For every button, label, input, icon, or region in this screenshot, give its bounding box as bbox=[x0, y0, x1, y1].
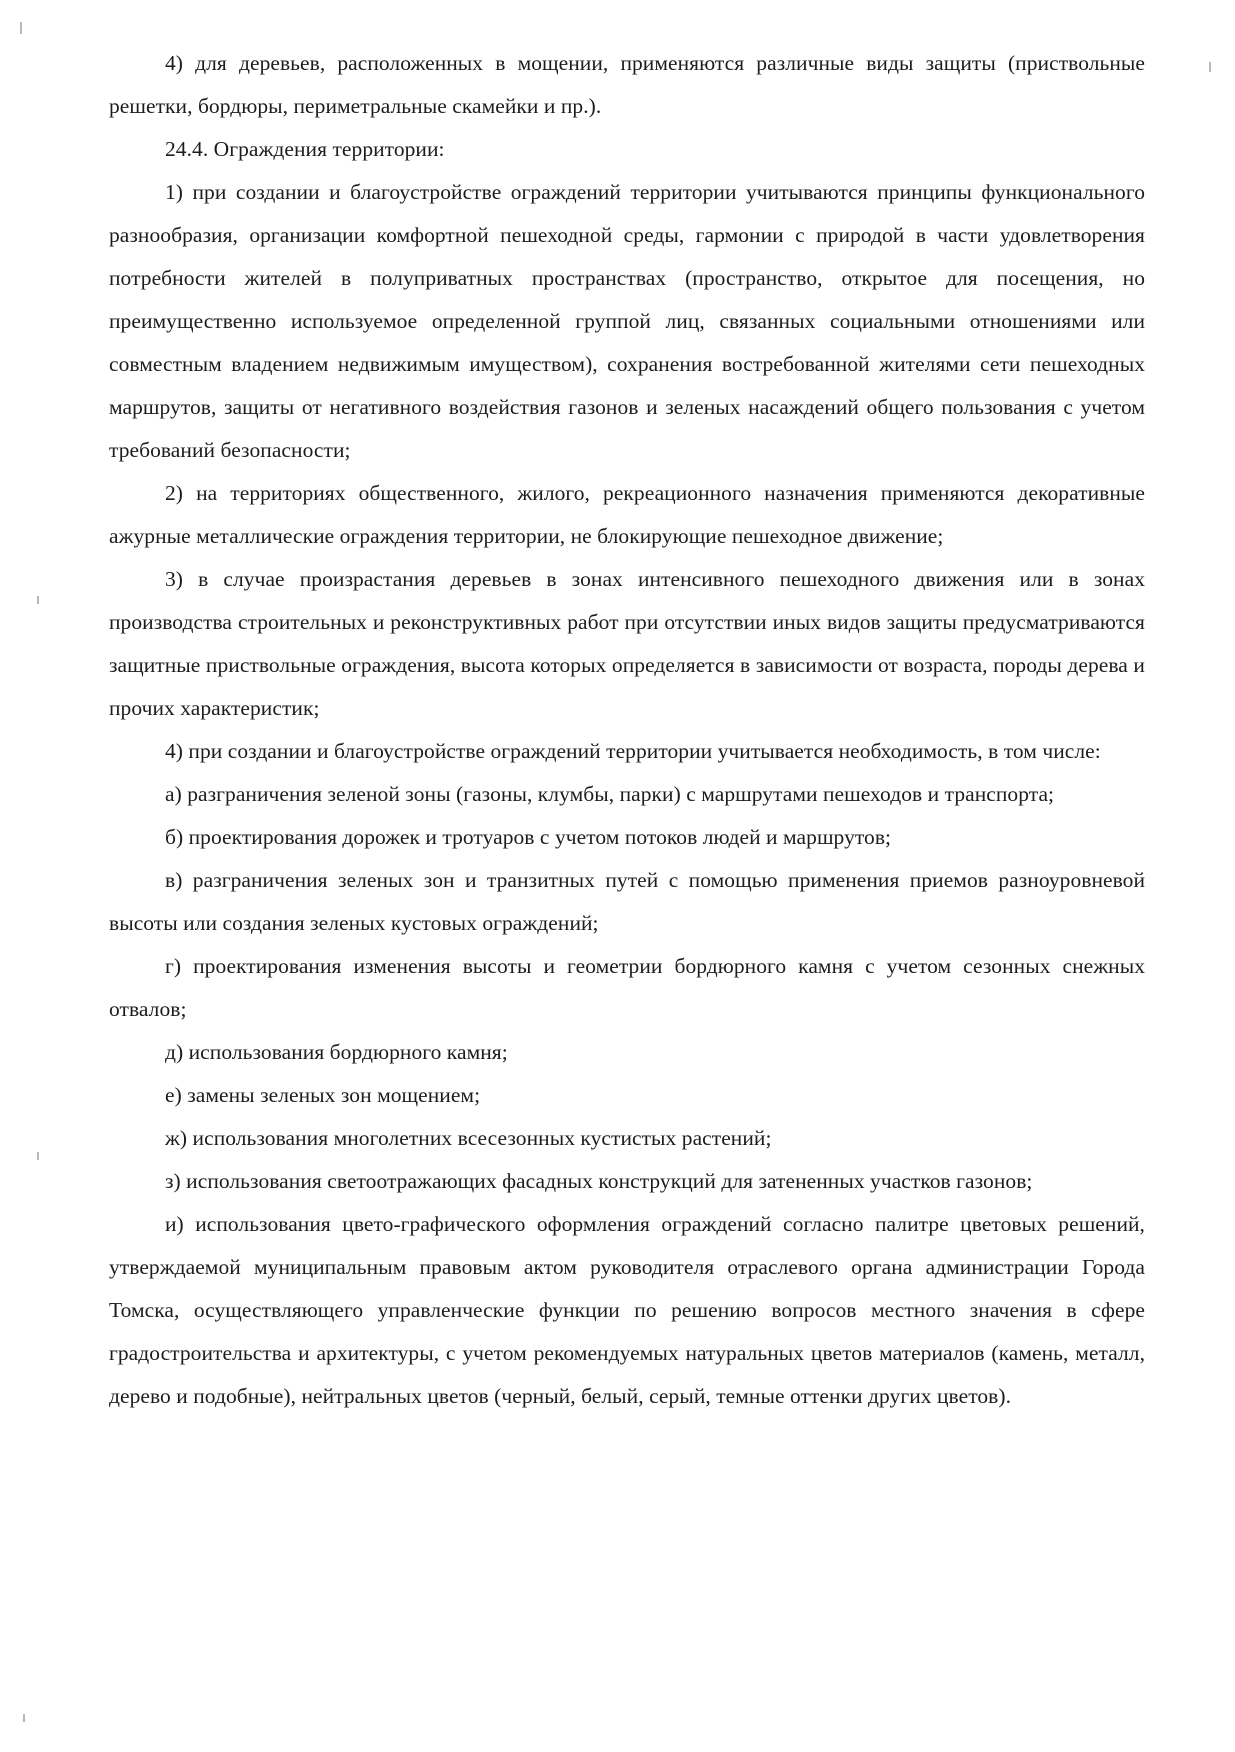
subitem-e: е) замены зеленых зон мощением; bbox=[165, 1083, 481, 1107]
paragraph-item-3: 3) в случае произрастания деревьев в зонах интенсивного пешеходного движения или в зонах производства строительных и реконструктивных работ при отсутствии иных видов защиты предусматриваются защитные приствольные ограждения, высота которых определяется в зависимости от возраста, породы дерева и прочих характеристик; bbox=[109, 567, 1145, 720]
paragraph-item-2: 2) на территориях общественного, жилого, рекреационного назначения применяются декоративные ажурные металлические ограждения территории, не блокирующие пешеходное движение; bbox=[109, 481, 1145, 548]
subitem-d: д) использования бордюрного камня; bbox=[165, 1040, 508, 1064]
scan-artifact-mark bbox=[23, 1714, 25, 1722]
subitem-i: и) использования цвето-графического оформления ограждений согласно палитре цветовых решений, утверждаемой муниципальным правовым актом руководителя отраслевого органа администрации Города Томска, осуществляющего управленческие функции по решению вопросов местного значения в сфере градостроительства и архитектуры, с учетом рекомендуемых натуральных цветов материалов (камень, металл, дерево и подобные), нейтральных цветов (черный, белый, серый, темные оттенки других цветов). bbox=[109, 1212, 1145, 1408]
scan-artifact-mark bbox=[20, 22, 22, 34]
paragraph-item-1: 1) при создании и благоустройстве ограждений территории учитываются принципы функционального разнообразия, организации комфортной пешеходной среды, гармонии с природой в части удовлетворения потребности жителей в полуприватных пространствах (пространство, открытое для посещения, но преимущественно используемое определенной группой лиц, связанных социальными отношениями или совместным владением недвижимым имуществом), сохранения востребованной жителями сети пешеходных маршрутов, защиты от негативного воздействия газонов и зеленых насаждений общего пользования с учетом требований безопасности; bbox=[109, 180, 1145, 462]
scan-artifact-mark bbox=[1209, 62, 1211, 72]
document-body bbox=[109, 42, 1145, 1418]
subitem-zh: ж) использования многолетних всесезонных кустистых растений; bbox=[165, 1126, 772, 1150]
subitem-a: а) разграничения зеленой зоны (газоны, клумбы, парки) с маршрутами пешеходов и транспорта; bbox=[165, 782, 1055, 806]
paragraph-tree-protection: 4) для деревьев, расположенных в мощении, применяются различные виды защиты (приствольные решетки, бордюры, периметральные скамейки и пр.). bbox=[109, 51, 1145, 118]
scan-artifact-mark bbox=[37, 596, 39, 604]
subitem-g: г) проектирования изменения высоты и геометрии бордюрного камня с учетом сезонных снежных отвалов; bbox=[109, 954, 1145, 1021]
section-heading-fencing: 24.4. Ограждения территории: bbox=[165, 137, 445, 161]
paragraph-item-4: 4) при создании и благоустройстве ограждений территории учитывается необходимость, в том числе: bbox=[165, 739, 1101, 763]
subitem-v: в) разграничения зеленых зон и транзитных путей с помощью применения приемов разноуровневой высоты или создания зеленых кустовых ограждений; bbox=[109, 868, 1145, 935]
scan-artifact-mark bbox=[37, 1152, 39, 1160]
subitem-z: з) использования светоотражающих фасадных конструкций для затененных участков газонов; bbox=[165, 1169, 1033, 1193]
subitem-b: б) проектирования дорожек и тротуаров с учетом потоков людей и маршрутов; bbox=[165, 825, 892, 849]
